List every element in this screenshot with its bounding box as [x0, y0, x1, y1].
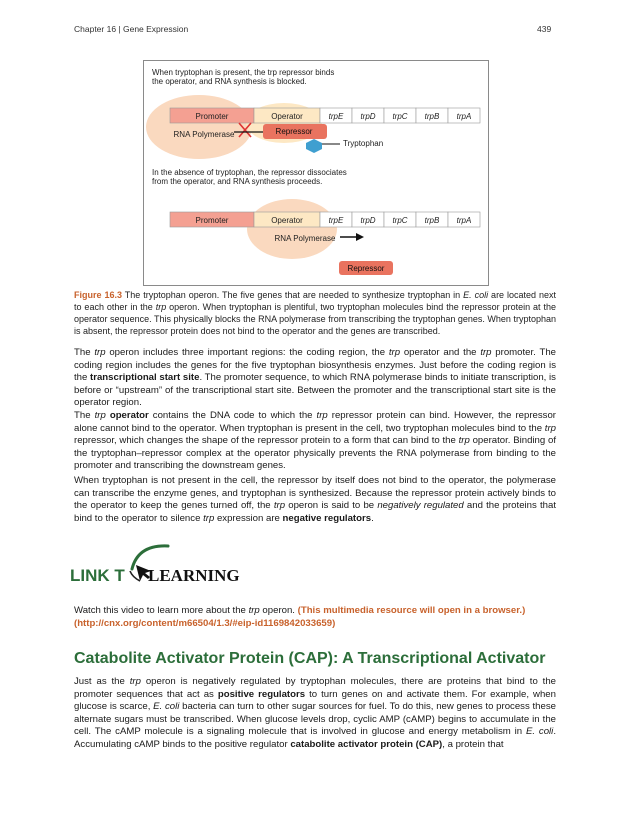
operator-label-2: Operator: [271, 216, 303, 225]
page-number: 439: [537, 24, 552, 34]
tryptophan-label: Tryptophan: [343, 139, 384, 148]
transcription-arrow-icon: [340, 233, 364, 241]
gene-label: trpC: [392, 216, 408, 225]
logo-text-link: LINK T: [70, 566, 125, 585]
figure-caption: Figure 16.3 The tryptophan operon. The five genes that are needed to synthesize tryptophan in E. coli are located next to each other in the trp operon. When tryptophan is plentiful, two tryptophan molecules bind the repressor protein at the operator sequence. This physically blocks the RNA polymerase from transcribing the tryptophan genes. When tryptophan is absent, the repressor protein does not bind to the operator and the genes are transcribed.: [74, 290, 556, 336]
gene-label: trpE: [328, 216, 344, 225]
panel2-line2: from the operator, and RNA synthesis proceeds.: [152, 177, 323, 186]
multimedia-link[interactable]: (This multimedia resource will open in a browser.): [297, 605, 526, 616]
panel1-line2: the operator, and RNA synthesis is blocked.: [152, 77, 307, 86]
gene-label: trpD: [360, 112, 376, 121]
video-url-link[interactable]: (http://cnx.org/content/m66504/1.3/#eip-id1169842033659): [74, 617, 336, 629]
panel2-line1: In the absence of tryptophan, the repressor dissociates: [152, 168, 347, 177]
svg-text:In the absence of tryptophan,: [152, 168, 347, 177]
gene-label: trpB: [424, 216, 440, 225]
svg-text:When tryptophan is present, th: [152, 68, 334, 77]
panel1-line1: When tryptophan is present, the trp repressor binds: [152, 68, 335, 77]
rna-polymerase-label-2: RNA Polymerase: [274, 234, 336, 243]
chapter-header: Chapter 16 | Gene Expression: [74, 24, 189, 34]
polymerase-glow: [146, 95, 252, 159]
gene-label: trpB: [424, 112, 440, 121]
repressor-label-1: Repressor: [275, 127, 313, 136]
logo-text-learning: LEARNING: [148, 566, 240, 585]
polymerase-glow-2: [247, 199, 337, 259]
figure-label: Figure 16.3: [74, 290, 122, 300]
promoter-label-2: Promoter: [195, 216, 229, 225]
gene-label: trpC: [392, 112, 408, 121]
svg-text:the operator, and RNA synthesi: [152, 77, 307, 86]
operator-label-1: Operator: [271, 112, 303, 121]
gene-label: trpD: [360, 216, 376, 225]
svg-text:from the operator, and RNA syn: [152, 177, 322, 186]
paragraph-negative-regulation: When tryptophan is not present in the cell, the repressor by itself does not bind to the operator, the polymerase can transcribe the enzyme genes, and tryptophan is synthesized. Because the repressor protein actively binds to the operator to keep the genes turned off, the trp operon is said to be negatively regulated and the proteins that bind to the operator to silence trp expression are negative regulators.: [74, 475, 556, 524]
paragraph-trp-regions: The trp operon includes three important regions: the coding region, the trp operator and the trp promoter. The coding region includes the genes for the five tryptophan biosynthesis enzymes. Just before the coding region is the transcriptional start site. The promoter sequence, to which RNA polymerase binds to initiate transcription, is before or “upstream” of the transcriptional start site. Between the promoter and the transcriptional start site is the operator region.: [74, 347, 556, 409]
paragraph-trp-operator: The trp operator contains the DNA code to which the trp repressor protein can bind. However, the repressor alone cannot bind to the operator. When tryptophan is present in the cell, two tryptophan molecules bind to the trp repressor, which changes the shape of the repressor protein to a form that can bind to the trp operator. Binding of the tryptophan–repressor complex at the operator physically prevents the RNA polymerase from binding to the promoter and transcribing the downstream genes.: [74, 410, 556, 472]
gene-label: trpA: [456, 112, 472, 121]
watch-video-text: Watch this video to learn more about the trp operon. (This multimedia resource will open in a browser.) (http://cnx.org/content/m66504/1.3/#eip-id1169842033659): [74, 605, 526, 629]
rna-polymerase-label-1: RNA Polymerase: [173, 130, 235, 139]
gene-label: trpE: [328, 112, 344, 121]
promoter-label-1: Promoter: [195, 112, 229, 121]
paragraph-cap: Just as the trp operon is negatively regulated by tryptophan molecules, there are proteins that bind to the promoter sequences that act as positive regulators to turn genes on and activate them. For example, when glucose is scarce, E. coli bacteria can turn to other sugar sources for fuel. To do this, new genes to process these alternate sugars must be transcribed. When glucose levels drop, cyclic AMP (cAMP) begins to accumulate in the cell. The cAMP molecule is a signaling molecule that is involved in glucose and energy metabolism in E. coli. Accumulating cAMP binds to the positive regulator catabolite activator protein (CAP), a protein that: [74, 676, 557, 750]
trp-operon-figure: [143, 60, 489, 286]
tryptophan-molecule: [306, 139, 322, 153]
repressor-label-2: Repressor: [347, 264, 385, 273]
link-to-learning-logo: [70, 543, 240, 585]
gene-label: trpA: [456, 216, 472, 225]
section-heading: Catabolite Activator Protein (CAP): A Transcriptional Activator: [74, 650, 546, 667]
